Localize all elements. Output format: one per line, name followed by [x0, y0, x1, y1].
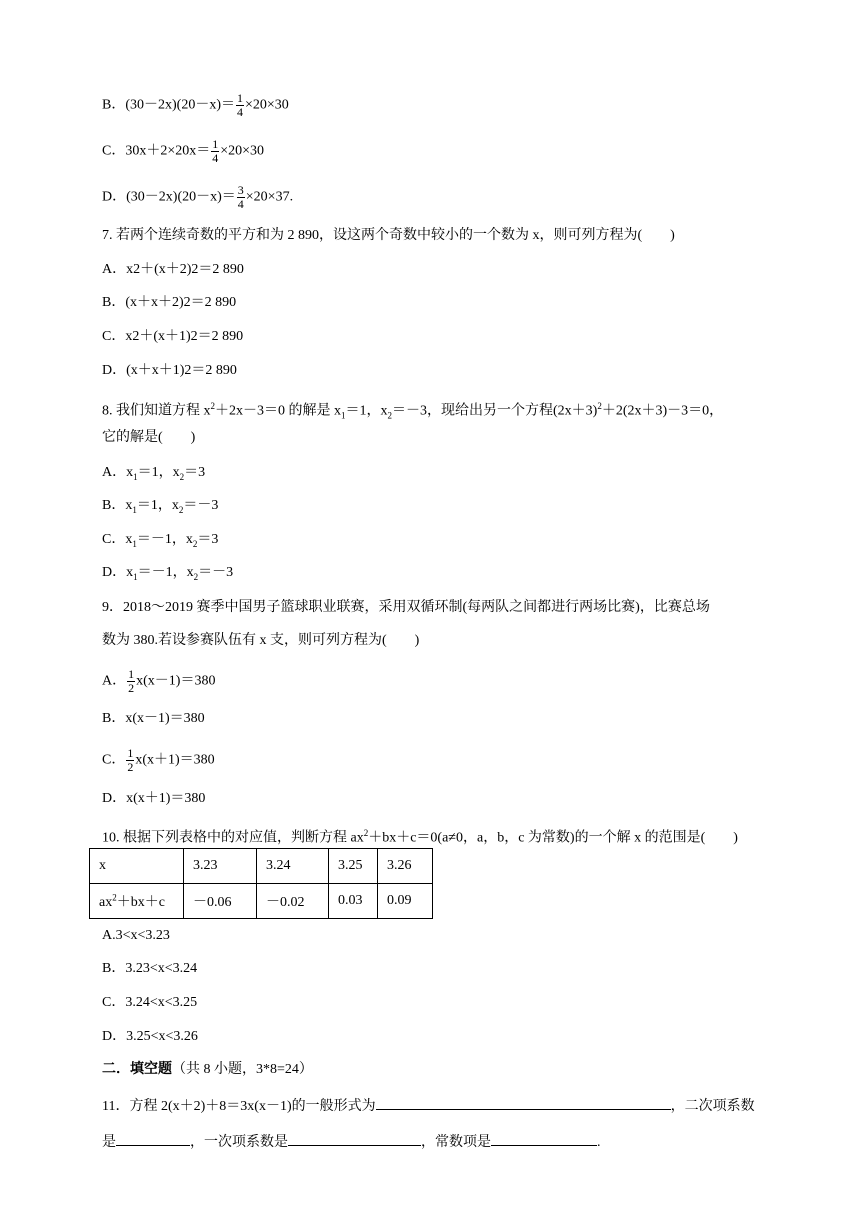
- q10-option-d: D．3.25<x<3.26: [102, 1029, 198, 1044]
- fraction: $\frac{1}{2}$: [127, 746, 134, 774]
- q8-option-c: C．$x_1=-1$，$x_2=3$: [102, 532, 219, 549]
- q9-option-b: B．x(x－1)＝380: [102, 711, 205, 726]
- q6-option-b: B．(30－2x)(20－x)＝ $\frac{1}{4}$ ×20×30: [102, 91, 289, 119]
- q7-option-d: D．(x＋x＋1)2＝2 890: [102, 363, 237, 378]
- q8-option-d: D．$x_1=-1$，$x_2=-3$: [102, 565, 234, 582]
- q11-line1: 11．方程 2(x＋2)＋8＝3x(x－1)的一般形式为 ，二次项系数: [102, 1095, 755, 1117]
- fraction: $\frac{1}{4}$: [237, 91, 243, 119]
- answer-blank[interactable]: [288, 1131, 421, 1146]
- q9-option-d: D．x(x＋1)＝380: [102, 791, 206, 806]
- q8-option-b: B．$x_1=1$，$x_2=-3$: [102, 498, 219, 515]
- answer-blank[interactable]: [376, 1095, 671, 1110]
- q7-option-c: C．x2＋(x＋1)2＝2 890: [102, 329, 244, 344]
- q7-option-b: B．(x＋x＋2)2＝2 890: [102, 295, 237, 310]
- q11-line2: 是 ，一次项系数是 ，常数项是 .: [102, 1131, 601, 1153]
- table-cell: 3.25: [329, 849, 378, 884]
- q8-stem: 8. 我们知道方程 $x^2+2x-3=0$ 的解是 $x_1=1$，$x_2=-3$，现给出另一个方程$(2x+3)^2+2(2x+3)-3=0$，: [102, 401, 724, 421]
- table-row: [90, 849, 433, 884]
- table-cell: 3.26: [378, 849, 433, 884]
- table-cell: －0.02: [257, 884, 329, 919]
- q6-option-c: C．30x＋2×20x＝ $\frac{1}{4}$ ×20×30: [102, 137, 265, 165]
- q10-option-c: C．3.24<x<3.25: [102, 995, 198, 1010]
- q10-option-a: A.3<x<3.23: [102, 928, 170, 943]
- table-cell: 0.09: [378, 884, 433, 919]
- table-cell: $ax^2+bx+c$: [90, 884, 184, 919]
- table-cell: 0.03: [329, 884, 378, 919]
- value-table: [89, 848, 433, 919]
- fraction: $\frac{3}{4}$: [237, 183, 244, 211]
- answer-blank[interactable]: [491, 1131, 597, 1146]
- table-row: [90, 884, 433, 919]
- q9-stem-line2: 数为 380.若设参赛队伍有 x 支，则可列方程为( ): [102, 633, 420, 648]
- table-cell: x: [90, 849, 184, 884]
- section-heading: 二．填空题（共 8 小题，3*8=24）: [102, 1062, 313, 1077]
- table-cell: 3.24: [257, 849, 329, 884]
- q10-option-b: B．3.23<x<3.24: [102, 961, 198, 976]
- answer-blank[interactable]: [116, 1131, 190, 1146]
- q7-stem: 7. 若两个连续奇数的平方和为 2 890，设这两个奇数中较小的一个数为 x，则可列方程为( ): [102, 228, 675, 243]
- fraction: $\frac{1}{4}$: [212, 137, 219, 165]
- q9-option-c: C． $\frac{1}{2}$ x(x＋1)＝380: [102, 746, 215, 774]
- q7-option-a: A．x2＋(x＋2)2＝2 890: [102, 262, 244, 277]
- q10-stem: 10. 根据下列表格中的对应值，判断方程 $ax^2+bx+c=0(a\ne 0$，a，b，c 为常数)的一个解 x 的范围是( ): [102, 828, 738, 846]
- table-cell: 3.23: [184, 849, 257, 884]
- q9-stem: 9．2018～2019 赛季中国男子篮球职业联赛，采用双循环制(每两队之间都进行两场比赛)，比赛总场: [102, 600, 710, 615]
- q6-option-d: D．(30－2x)(20－x)＝ $\frac{3}{4}$ ×20×37.: [102, 183, 294, 211]
- fraction: $\frac{1}{2}$: [128, 667, 135, 695]
- table-cell: －0.06: [184, 884, 257, 919]
- q8-option-a: A．$x_1=1$，$x_2=3$: [102, 465, 206, 482]
- q8-stem-line2: 它的解是( ): [102, 430, 196, 445]
- q9-option-a: A． $\frac{1}{2}$ x(x－1)＝380: [102, 667, 216, 695]
